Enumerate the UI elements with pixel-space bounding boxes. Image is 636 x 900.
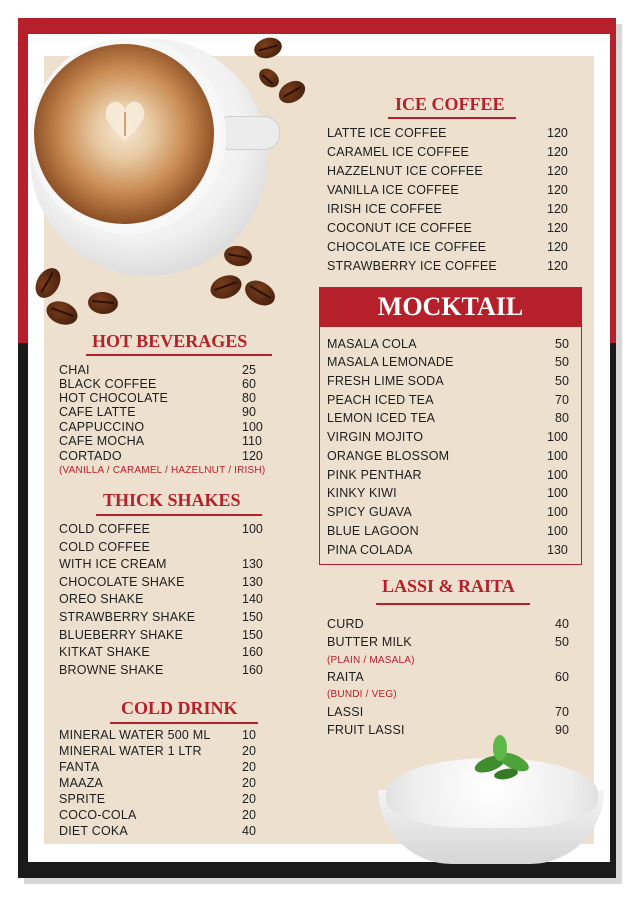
menu-item-price: 20 — [242, 760, 256, 774]
menu-item-price: 160 — [242, 663, 263, 677]
menu-item-price: 40 — [555, 617, 569, 631]
menu-item-name: BUTTER MILK — [327, 635, 412, 649]
menu-item-price: 100 — [547, 486, 568, 500]
lassi-raita-title: LASSI & RAITA — [382, 576, 515, 596]
menu-item-name: MASALA LEMONADE — [327, 355, 454, 369]
menu-item-name: BLACK COFFEE — [59, 377, 157, 391]
hot-beverages-rule — [86, 354, 272, 356]
menu-item-price: 20 — [242, 792, 256, 806]
menu-item-name: BROWNE SHAKE — [59, 663, 164, 677]
menu-item-name: OREO SHAKE — [59, 592, 144, 606]
menu-item-name: SPRITE — [59, 792, 106, 806]
menu-item-name: CARAMEL ICE COFFEE — [327, 145, 470, 159]
menu-item-name: HOT CHOCOLATE — [59, 391, 169, 405]
menu-item-price: 90 — [555, 723, 569, 737]
menu-item-name: PEACH ICED TEA — [327, 393, 434, 407]
menu-item-name: CAPPUCCINO — [59, 420, 145, 434]
menu-item-name: WITH ICE CREAM — [59, 557, 167, 571]
menu-item-name: VANILLA ICE COFFEE — [327, 183, 459, 197]
menu-item-price: 20 — [242, 808, 256, 822]
menu-item-price: 100 — [547, 524, 568, 538]
menu-item-name: CAFE MOCHA — [59, 434, 145, 448]
menu-item-name: FRUIT LASSI — [327, 723, 405, 737]
mocktail-title: MOCKTAIL — [319, 287, 582, 327]
cold-drink-rule — [110, 722, 258, 724]
hot-beverages-title: HOT BEVERAGES — [92, 331, 248, 351]
menu-item-name: CHOCOLATE ICE COFFEE — [327, 240, 487, 254]
menu-item-name: IRISH ICE COFFEE — [327, 202, 443, 216]
menu-item-price: 10 — [242, 728, 256, 742]
menu-item-price: 120 — [547, 259, 568, 273]
menu-item-name: LATTE ICE COFFEE — [327, 126, 447, 140]
menu-item-name: CORTADO — [59, 449, 122, 463]
menu-item-name: MINERAL WATER 1 LTR — [59, 744, 202, 758]
menu-item-price: 120 — [547, 202, 568, 216]
menu-item-price: 70 — [555, 393, 569, 407]
menu-item-name: HAZZELNUT ICE COFFEE — [327, 164, 483, 178]
menu-item-name: LEMON ICED TEA — [327, 411, 436, 425]
hot-beverages-flavour-note: (VANILLA / CARAMEL / HAZELNUT / IRISH) — [59, 465, 266, 476]
menu-item-price: 150 — [242, 628, 263, 642]
menu-item-name: FRESH LIME SODA — [327, 374, 444, 388]
menu-item-price: 40 — [242, 824, 256, 838]
menu-item-name: STRAWBERRY SHAKE — [59, 610, 196, 624]
menu-item-price: 100 — [547, 449, 568, 463]
menu-item-price: 60 — [555, 670, 569, 684]
mint-leaf-icon — [462, 734, 542, 786]
menu-item-price: 100 — [547, 430, 568, 444]
menu-item-price: 150 — [242, 610, 263, 624]
menu-item-price: 50 — [555, 337, 569, 351]
thick-shakes-rule — [96, 514, 262, 516]
menu-item-name: PINA COLADA — [327, 543, 413, 557]
menu-item-name: CURD — [327, 617, 364, 631]
menu-item-name: STRAWBERRY ICE COFFEE — [327, 259, 497, 273]
menu-item-price: 20 — [242, 776, 256, 790]
thick-shakes-title: THICK SHAKES — [103, 490, 241, 510]
menu-item-name: VIRGIN MOJITO — [327, 430, 424, 444]
cold-drink-title: COLD DRINK — [121, 698, 238, 718]
menu-item-name: COLD COFFEE — [59, 540, 151, 554]
menu-item-name: CHAI — [59, 363, 90, 377]
menu-item-price: 60 — [242, 377, 256, 391]
menu-item-name: BLUE LAGOON — [327, 524, 419, 538]
menu-item-price: 50 — [555, 355, 569, 369]
menu-item-price: 120 — [547, 126, 568, 140]
menu-item-price: 90 — [242, 405, 256, 419]
menu-item-price: 120 — [547, 145, 568, 159]
menu-item-price: 120 — [547, 183, 568, 197]
menu-item-price: 120 — [547, 240, 568, 254]
menu-item-name: KINKY KIWI — [327, 486, 397, 500]
menu-item-name: MINERAL WATER 500 ML — [59, 728, 211, 742]
menu-item-name: LASSI — [327, 705, 364, 719]
menu-item-price: 120 — [242, 449, 263, 463]
menu-item-price: 120 — [547, 221, 568, 235]
menu-item-price: 120 — [547, 164, 568, 178]
menu-item-price: 20 — [242, 744, 256, 758]
menu-item-name: MASALA COLA — [327, 337, 417, 351]
menu-item-name: SPICY GUAVA — [327, 505, 412, 519]
menu-item-price: 100 — [242, 522, 263, 536]
menu-item-price: 50 — [555, 374, 569, 388]
menu-item-price: 25 — [242, 363, 256, 377]
menu-item-name: COCO-COLA — [59, 808, 137, 822]
menu-item-name: CAFE LATTE — [59, 405, 136, 419]
menu-item-price: 160 — [242, 645, 263, 659]
menu-item-price: 130 — [242, 575, 263, 589]
menu-item-name: ORANGE BLOSSOM — [327, 449, 450, 463]
menu-item-name: COLD COFFEE — [59, 522, 151, 536]
menu-item-price: 80 — [242, 391, 256, 405]
menu-item-name: PINK PENTHAR — [327, 468, 422, 482]
menu-item-price: 130 — [547, 543, 568, 557]
menu-item-price: 50 — [555, 635, 569, 649]
menu-item-price: 100 — [242, 420, 263, 434]
butter-milk-note: (PLAIN / MASALA) — [327, 655, 415, 666]
menu-item-name: COCONUT ICE COFFEE — [327, 221, 473, 235]
menu-item-name: CHOCOLATE SHAKE — [59, 575, 185, 589]
menu-item-price: 110 — [242, 434, 262, 448]
menu-item-name: BLUEBERRY SHAKE — [59, 628, 184, 642]
menu-item-price: 100 — [547, 468, 568, 482]
raita-note: (BUNDI / VEG) — [327, 689, 397, 700]
ice-coffee-rule — [388, 117, 516, 119]
menu-item-price: 80 — [555, 411, 569, 425]
menu-item-price: 70 — [555, 705, 569, 719]
menu-item-price: 130 — [242, 557, 263, 571]
menu-item-name: KITKAT SHAKE — [59, 645, 150, 659]
lassi-raita-rule — [376, 603, 530, 605]
menu-item-name: RAITA — [327, 670, 364, 684]
menu-item-name: DIET COKA — [59, 824, 128, 838]
latte-art-icon — [98, 92, 152, 146]
menu-item-price: 140 — [242, 592, 263, 606]
menu-item-name: FANTA — [59, 760, 100, 774]
menu-item-price: 100 — [547, 505, 568, 519]
menu-item-name: MAAZA — [59, 776, 104, 790]
ice-coffee-title: ICE COFFEE — [395, 94, 505, 114]
